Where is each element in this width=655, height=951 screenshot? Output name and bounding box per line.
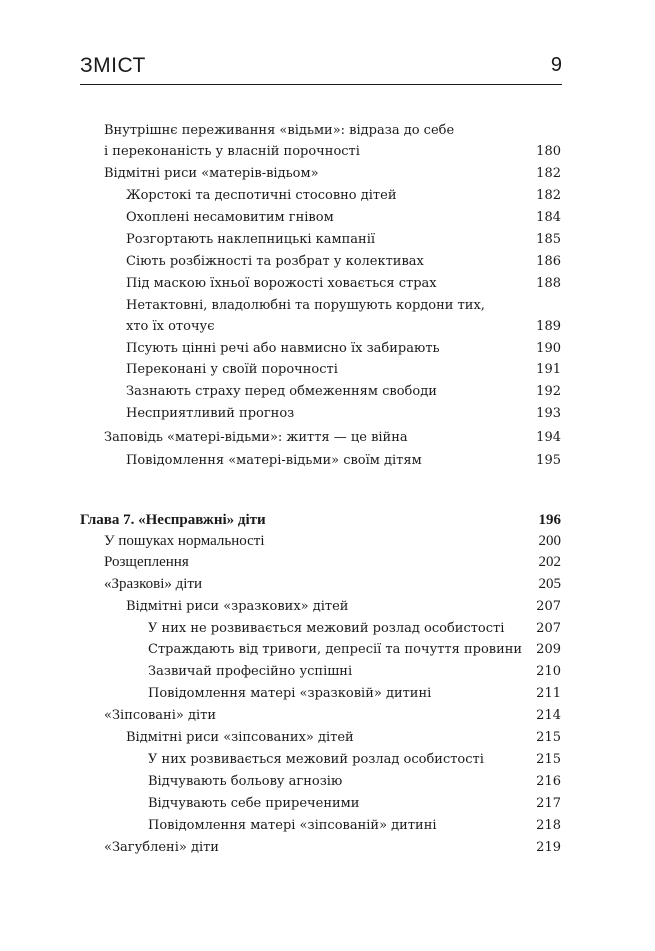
toc-entry-title: Внутрішнє переживання «відьми»: відраза до себе	[104, 123, 455, 138]
toc-entry-page: 185	[536, 232, 561, 247]
running-title: ЗМІСТ	[80, 54, 146, 77]
toc-entry-page: 188	[536, 276, 561, 291]
toc-entry	[0, 551, 655, 573]
toc-entry-page: 214	[536, 708, 561, 723]
toc-entry	[0, 683, 655, 705]
toc-entry-title: У них не розвивається межовий розлад особистості	[148, 621, 505, 636]
toc-entry	[0, 661, 655, 683]
toc-entry-title: Під маскою їхньої ворожості ховається страх	[126, 276, 437, 291]
toc-entry-page: 190	[536, 341, 561, 356]
toc-entry-page: 205	[538, 576, 561, 592]
toc-entry-title: і переконаність у власній порочності	[104, 144, 360, 159]
toc-entry-page: 194	[536, 430, 561, 445]
toc-entry-title: Розщеплення	[104, 554, 189, 570]
toc-entry-page: 211	[536, 686, 561, 701]
toc-entry-page: 202	[538, 554, 561, 570]
toc-entry-page: 217	[536, 796, 561, 811]
toc-entry	[0, 403, 655, 425]
toc-entry-page: 189	[536, 319, 561, 334]
toc-entry	[0, 705, 655, 727]
toc-entry-title: Відмітні риси «зіпсованих» дітей	[126, 730, 354, 745]
toc-entry-page: 200	[538, 533, 561, 549]
toc-entry-page: 180	[536, 144, 561, 159]
page-header	[80, 54, 562, 85]
toc-entry	[0, 251, 655, 273]
toc-entry-page: 207	[536, 599, 561, 614]
toc-entry-title: Псують цінні речі або навмисно їх забирають	[126, 341, 440, 356]
toc-entry-page: 207	[536, 621, 561, 636]
toc-entry	[0, 450, 655, 472]
toc-entry-title: Повідомлення «матері-відьми» своїм дітям	[126, 453, 422, 468]
toc-entry	[0, 427, 655, 449]
toc-entry	[0, 530, 655, 552]
toc-entry	[0, 338, 655, 360]
toc-entry	[0, 793, 655, 815]
toc-entry-title: Жорстокі та деспотичні стосовно дітей	[126, 188, 397, 203]
toc-entry	[0, 141, 655, 163]
toc-entry-title: Переконані у своїй порочності	[126, 362, 338, 377]
toc-entry-title: Відчувають себе приреченими	[148, 796, 360, 811]
page-number: 9	[550, 54, 562, 76]
toc-entry-title: Зазнають страху перед обмеженням свободи	[126, 384, 437, 399]
toc-entry-title: Нетактовні, владолюбні та порушують кордони тих,	[126, 298, 485, 313]
toc-entry	[0, 229, 655, 251]
toc-entry-title: Повідомлення матері «зразковій» дитині	[148, 686, 432, 701]
toc-entry-title: Охоплені несамовитим гнівом	[126, 210, 334, 225]
toc-entry-page: 215	[536, 752, 561, 767]
toc-entry-page: 215	[536, 730, 561, 745]
toc-entry-title: Повідомлення матері «зіпсованій» дитині	[148, 818, 437, 833]
toc-entry	[0, 639, 655, 661]
toc-entry-page: 193	[536, 406, 561, 421]
toc-entry-page: 196	[538, 512, 561, 528]
toc-entry	[0, 771, 655, 793]
toc-entry	[0, 596, 655, 618]
toc-entry	[0, 120, 655, 142]
toc-entry-title: Заповідь «матері-відьми»: життя — це війна	[104, 430, 408, 445]
toc-entry-title: Страждають від тривоги, депресії та почуття провини	[148, 642, 523, 657]
toc-entry-page: 216	[536, 774, 561, 789]
toc-entry-page: 195	[536, 453, 561, 468]
toc-entry	[0, 815, 655, 837]
toc-entry-page: 218	[536, 818, 561, 833]
toc-entry-title: У них розвивається межовий розлад особистості	[148, 752, 484, 767]
toc-entry-page: 219	[536, 840, 561, 855]
toc-entry-title: Відмітні риси «зразкових» дітей	[126, 599, 349, 614]
toc-entry	[0, 185, 655, 207]
toc-entry	[0, 163, 655, 185]
toc-entry	[0, 618, 655, 640]
toc-entry-title: Зазвичай професійно успішні	[148, 664, 353, 679]
toc-entry-title: «Зразкові» діти	[104, 576, 203, 592]
toc-entry	[0, 295, 655, 317]
toc-entry-title: Розгортають наклепницькі кампанії	[126, 232, 376, 247]
toc-entry-page: 184	[536, 210, 561, 225]
toc-entry-page: 182	[536, 188, 561, 203]
toc-entry	[0, 573, 655, 595]
toc-entry	[0, 359, 655, 381]
toc-entry-title: Сіють розбіжності та розбрат у колективах	[126, 254, 424, 269]
toc-entry-page: 210	[536, 664, 561, 679]
toc-entry-title: «Зіпсовані» діти	[104, 708, 216, 723]
toc-entry-page: 186	[536, 254, 561, 269]
toc-entry-title: У пошуках нормальності	[104, 533, 265, 549]
toc-entry	[0, 316, 655, 338]
toc-entry	[0, 273, 655, 295]
toc-entry-page: 191	[536, 362, 561, 377]
toc-entry	[0, 837, 655, 859]
toc-entry-title: Відчувають больову агнозію	[148, 774, 343, 789]
toc-entry-title: Глава 7. «Несправжні» діти	[80, 512, 266, 528]
toc-entry-page: 182	[536, 166, 561, 181]
chapter-heading	[0, 509, 655, 531]
toc-entry-page: 209	[536, 642, 561, 657]
toc-entry-title: хто їх оточує	[126, 319, 215, 334]
toc-entry	[0, 381, 655, 403]
toc-entry-title: Несприятливий прогноз	[126, 406, 295, 421]
toc-entry-title: «Загублені» діти	[104, 840, 219, 855]
toc-entry	[0, 749, 655, 771]
toc-entry	[0, 727, 655, 749]
toc-entry-title: Відмітні риси «матерів-відьом»	[104, 166, 319, 181]
toc-entry	[0, 207, 655, 229]
toc-entry-page: 192	[536, 384, 561, 399]
